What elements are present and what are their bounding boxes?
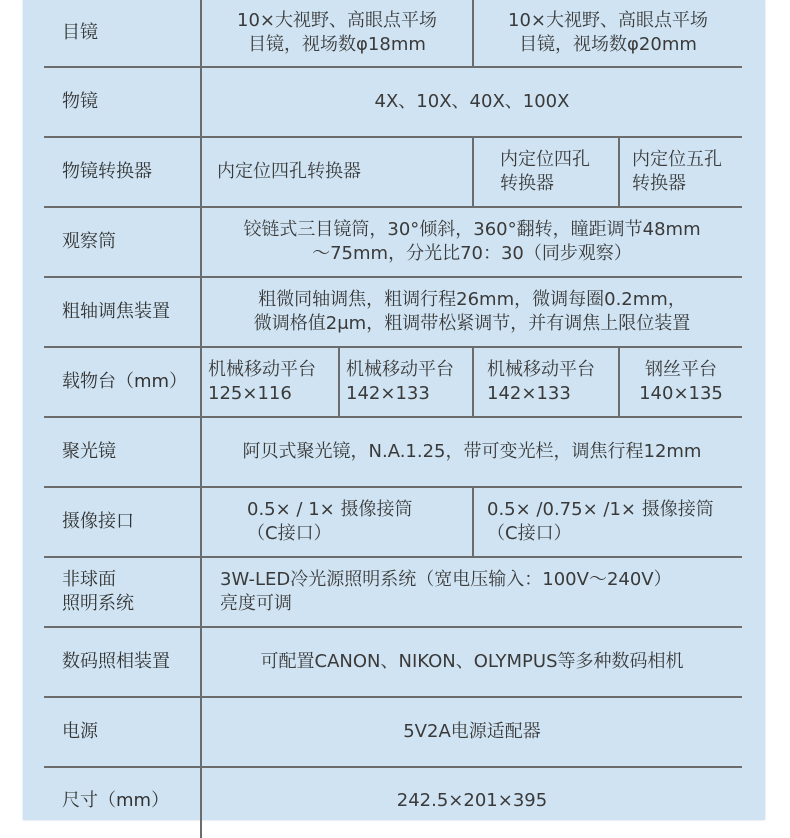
- row-cell: 内定位五孔 转换器: [632, 149, 722, 194]
- row-label: 物镜: [44, 68, 202, 136]
- spec-row-eyepiece: [44, 0, 742, 68]
- spec-row-condenser: [44, 418, 742, 488]
- row-cell: 内定位四孔转换器: [202, 138, 474, 206]
- row-label: 电源: [44, 698, 202, 766]
- row-cell: 机械移动平台 125×116: [202, 348, 340, 416]
- row-label: 尺寸（mm）: [44, 768, 202, 838]
- row-label: 目镜: [44, 0, 202, 66]
- row-cell: 钢丝平台 140×135: [639, 359, 723, 404]
- row-cell: 4X、10X、40X、100X: [374, 91, 570, 112]
- spec-row-dimensions: [44, 768, 742, 838]
- row-cell: 242.5×201×395: [396, 790, 548, 811]
- row-cell: 0.5× / 1× 摄像接筒 （C接口）: [202, 488, 474, 556]
- row-cell: 阿贝式聚光镜，N.A.1.25，带可变光栏，调焦行程12mm: [242, 441, 702, 462]
- row-cell: 3W-LED冷光源照明系统（宽电压输入：100V～240V） 亮度可调: [220, 569, 672, 614]
- spec-row-viewing-head: [44, 208, 742, 278]
- spec-row-camera-port: [44, 488, 742, 558]
- row-label: 观察筒: [44, 208, 202, 276]
- spec-row-nosepiece: [44, 138, 742, 208]
- spec-row-stage: [44, 348, 742, 418]
- spec-row-objective: [44, 68, 742, 138]
- row-cell: 0.5× /0.75× /1× 摄像接筒 （C接口）: [487, 499, 714, 544]
- row-cell: 可配置CANON、NIKON、OLYMPUS等多种数码相机: [260, 651, 684, 672]
- row-cell: 10×大视野、高眼点平场 目镜，视场数φ20mm: [508, 10, 708, 55]
- row-cell: 10×大视野、高眼点平场 目镜，视场数φ18mm: [202, 0, 474, 66]
- spec-row-illumination: [44, 558, 742, 628]
- row-label: 物镜转换器: [44, 138, 202, 206]
- row-label: 摄像接口: [44, 488, 202, 556]
- row-label: 数码照相装置: [44, 628, 202, 696]
- row-label: 非球面 照明系统: [44, 558, 202, 626]
- spec-row-focusing: [44, 278, 742, 348]
- spec-row-digital-camera: [44, 628, 742, 698]
- row-cell: 机械移动平台 142×133: [340, 348, 474, 416]
- row-label: 粗轴调焦装置: [44, 278, 202, 346]
- spec-row-power: [44, 698, 742, 768]
- row-cell: 5V2A电源适配器: [403, 721, 541, 742]
- row-cell: 粗微同轴调焦，粗调行程26mm，微调每圈0.2mm， 微调格值2μm，粗调带松紧调节，并有调焦上限位装置: [253, 289, 691, 334]
- row-cell: 内定位四孔 转换器: [474, 138, 620, 206]
- row-cell: 机械移动平台 142×133: [474, 348, 620, 416]
- row-cell: 铰链式三目镜筒，30°倾斜，360°翻转，瞳距调节48mm ～75mm，分光比70：30（同步观察）: [243, 219, 701, 264]
- row-label: 载物台（mm）: [44, 348, 202, 416]
- row-label: 聚光镜: [44, 418, 202, 486]
